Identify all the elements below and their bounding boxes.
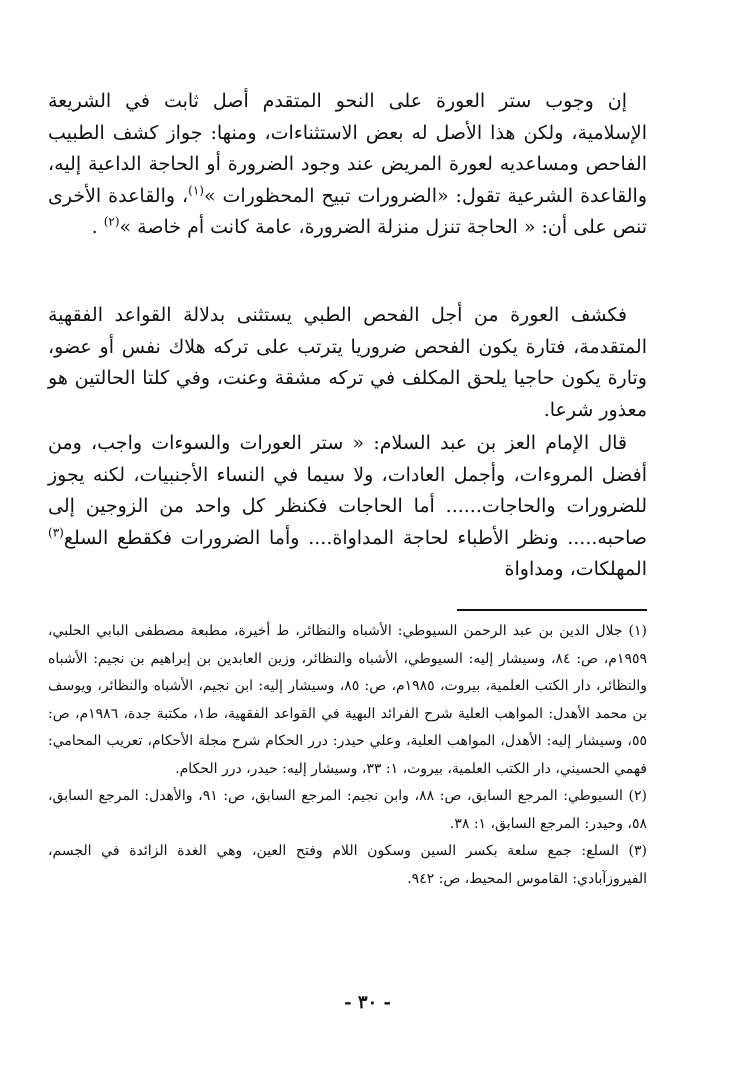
paragraph-3-part-a: قال الإمام العز بن عبد السلام: « ستر العورات والسوءات واجب، ومن أفضل المروءات، وأجمل العادات، ولا سيما في النساء الأجنبيات، لكنه يجوز للضرورات والحاجات...... أما الحاجات فكنظر كل واحد من الزوجين إلى صاحبه..... ونظر الأطباء لحاجة المداواة.... وأما الضرورات فكقطع السلع bbox=[48, 432, 647, 549]
paragraph-1-text bbox=[48, 86, 647, 244]
paragraph-3-part-b: المهلكات، ومداواة bbox=[504, 558, 647, 580]
footnotes-section bbox=[48, 618, 647, 893]
footnote-2: (٢) السيوطي: المرجع السابق، ص: ٨٨، وابن نجيم: المرجع السابق، ص: ٩١، والأهدل: المرجع السابق، ٥٨، وحيدر: المرجع السابق، ١: ٣٨. bbox=[48, 788, 647, 832]
paragraph-1-part-b: ، والقاعدة الأخرى تنص على أن: « الحاجة تنزل منزلة الضرورة، عامة كانت أم خاصة » bbox=[48, 184, 647, 238]
page-number: - ٣٠ - bbox=[344, 992, 391, 1013]
paragraph-1-part-c: . bbox=[91, 216, 104, 238]
footnote-3: (٣) السلع: جمع سلعة بكسر السين وسكون اللام وفتح العين، وهي الغدة الزائدة في الجسم، الفيروزآبادي: القاموس المحيط، ص: ٩٤٢. bbox=[48, 843, 647, 887]
paragraph-3-text bbox=[48, 428, 647, 586]
paragraph-1 bbox=[48, 86, 647, 244]
paragraph-2 bbox=[48, 300, 647, 426]
footnote-divider bbox=[457, 609, 647, 611]
footnote-1: (١) جلال الدين بن عبد الرحمن السيوطي: الأشباه والنظائر، ط أخيرة، مطبعة مصطفى البابي الحلبي، ١٩٥٩م، ص: ٨٤، وسيشار إليه: السيوطي، الأشباه والنظائر، وزين العابدين بن إبراهيم بن نجيم: الأشباه والنظائر، دار الكتب العلمية، بيروت، ١٩٨٥م، ص: ٨٥، وسيشار إليه: ابن نجيم، الأشباه والنظائر، ويوسف بن محمد الأهدل: المواهب العلية شرح الفرائد البهية في القواعد الفقهية، ط١، مكتبة جدة، ١٩٨٦م، ص: ٥٥، وسيشار إليه: الأهدل، المواهب العلية، وعلي حيدر: درر الحكام شرح مجلة الأحكام، تعريب المحامي: فهمي الحسيني، دار الكتب العلمية، بيروت، ١: ٣٣، وسيشار إليه: حيدر، درر الحكام. bbox=[48, 623, 647, 777]
paragraph-2-text: فكشف العورة من أجل الفحص الطبي يستثنى بدلالة القواعد الفقهية المتقدمة، فتارة يكون الفحص ضروريا يترتب على تركه هلاك نفس أو عضو، وتارة يكون حاجيا يلحق المكلف في تركه مشقة وعنت، وفي كلتا الحالتين هو معذور شرعا. bbox=[48, 304, 647, 421]
footnote-ref-3[interactable]: (٣) bbox=[48, 525, 64, 540]
paragraph-3 bbox=[48, 428, 647, 586]
footnote-ref-1[interactable]: (١) bbox=[188, 183, 204, 198]
footnote-ref-2[interactable]: (٢) bbox=[103, 214, 120, 229]
paragraph-1-part-a: إن وجوب ستر العورة على النحو المتقدم أصل ثابت في الشريعة الإسلامية، ولكن هذا الأصل له بعض الاستثناءات، ومنها: جواز كشف الطبيب الفاحص ومساعديه لعورة المريض عند وجود الضرورة أو الحاجة الداعية إليه، والقاعدة الشرعية تقول: «الضرورات تبيح المحظورات » bbox=[48, 90, 647, 207]
